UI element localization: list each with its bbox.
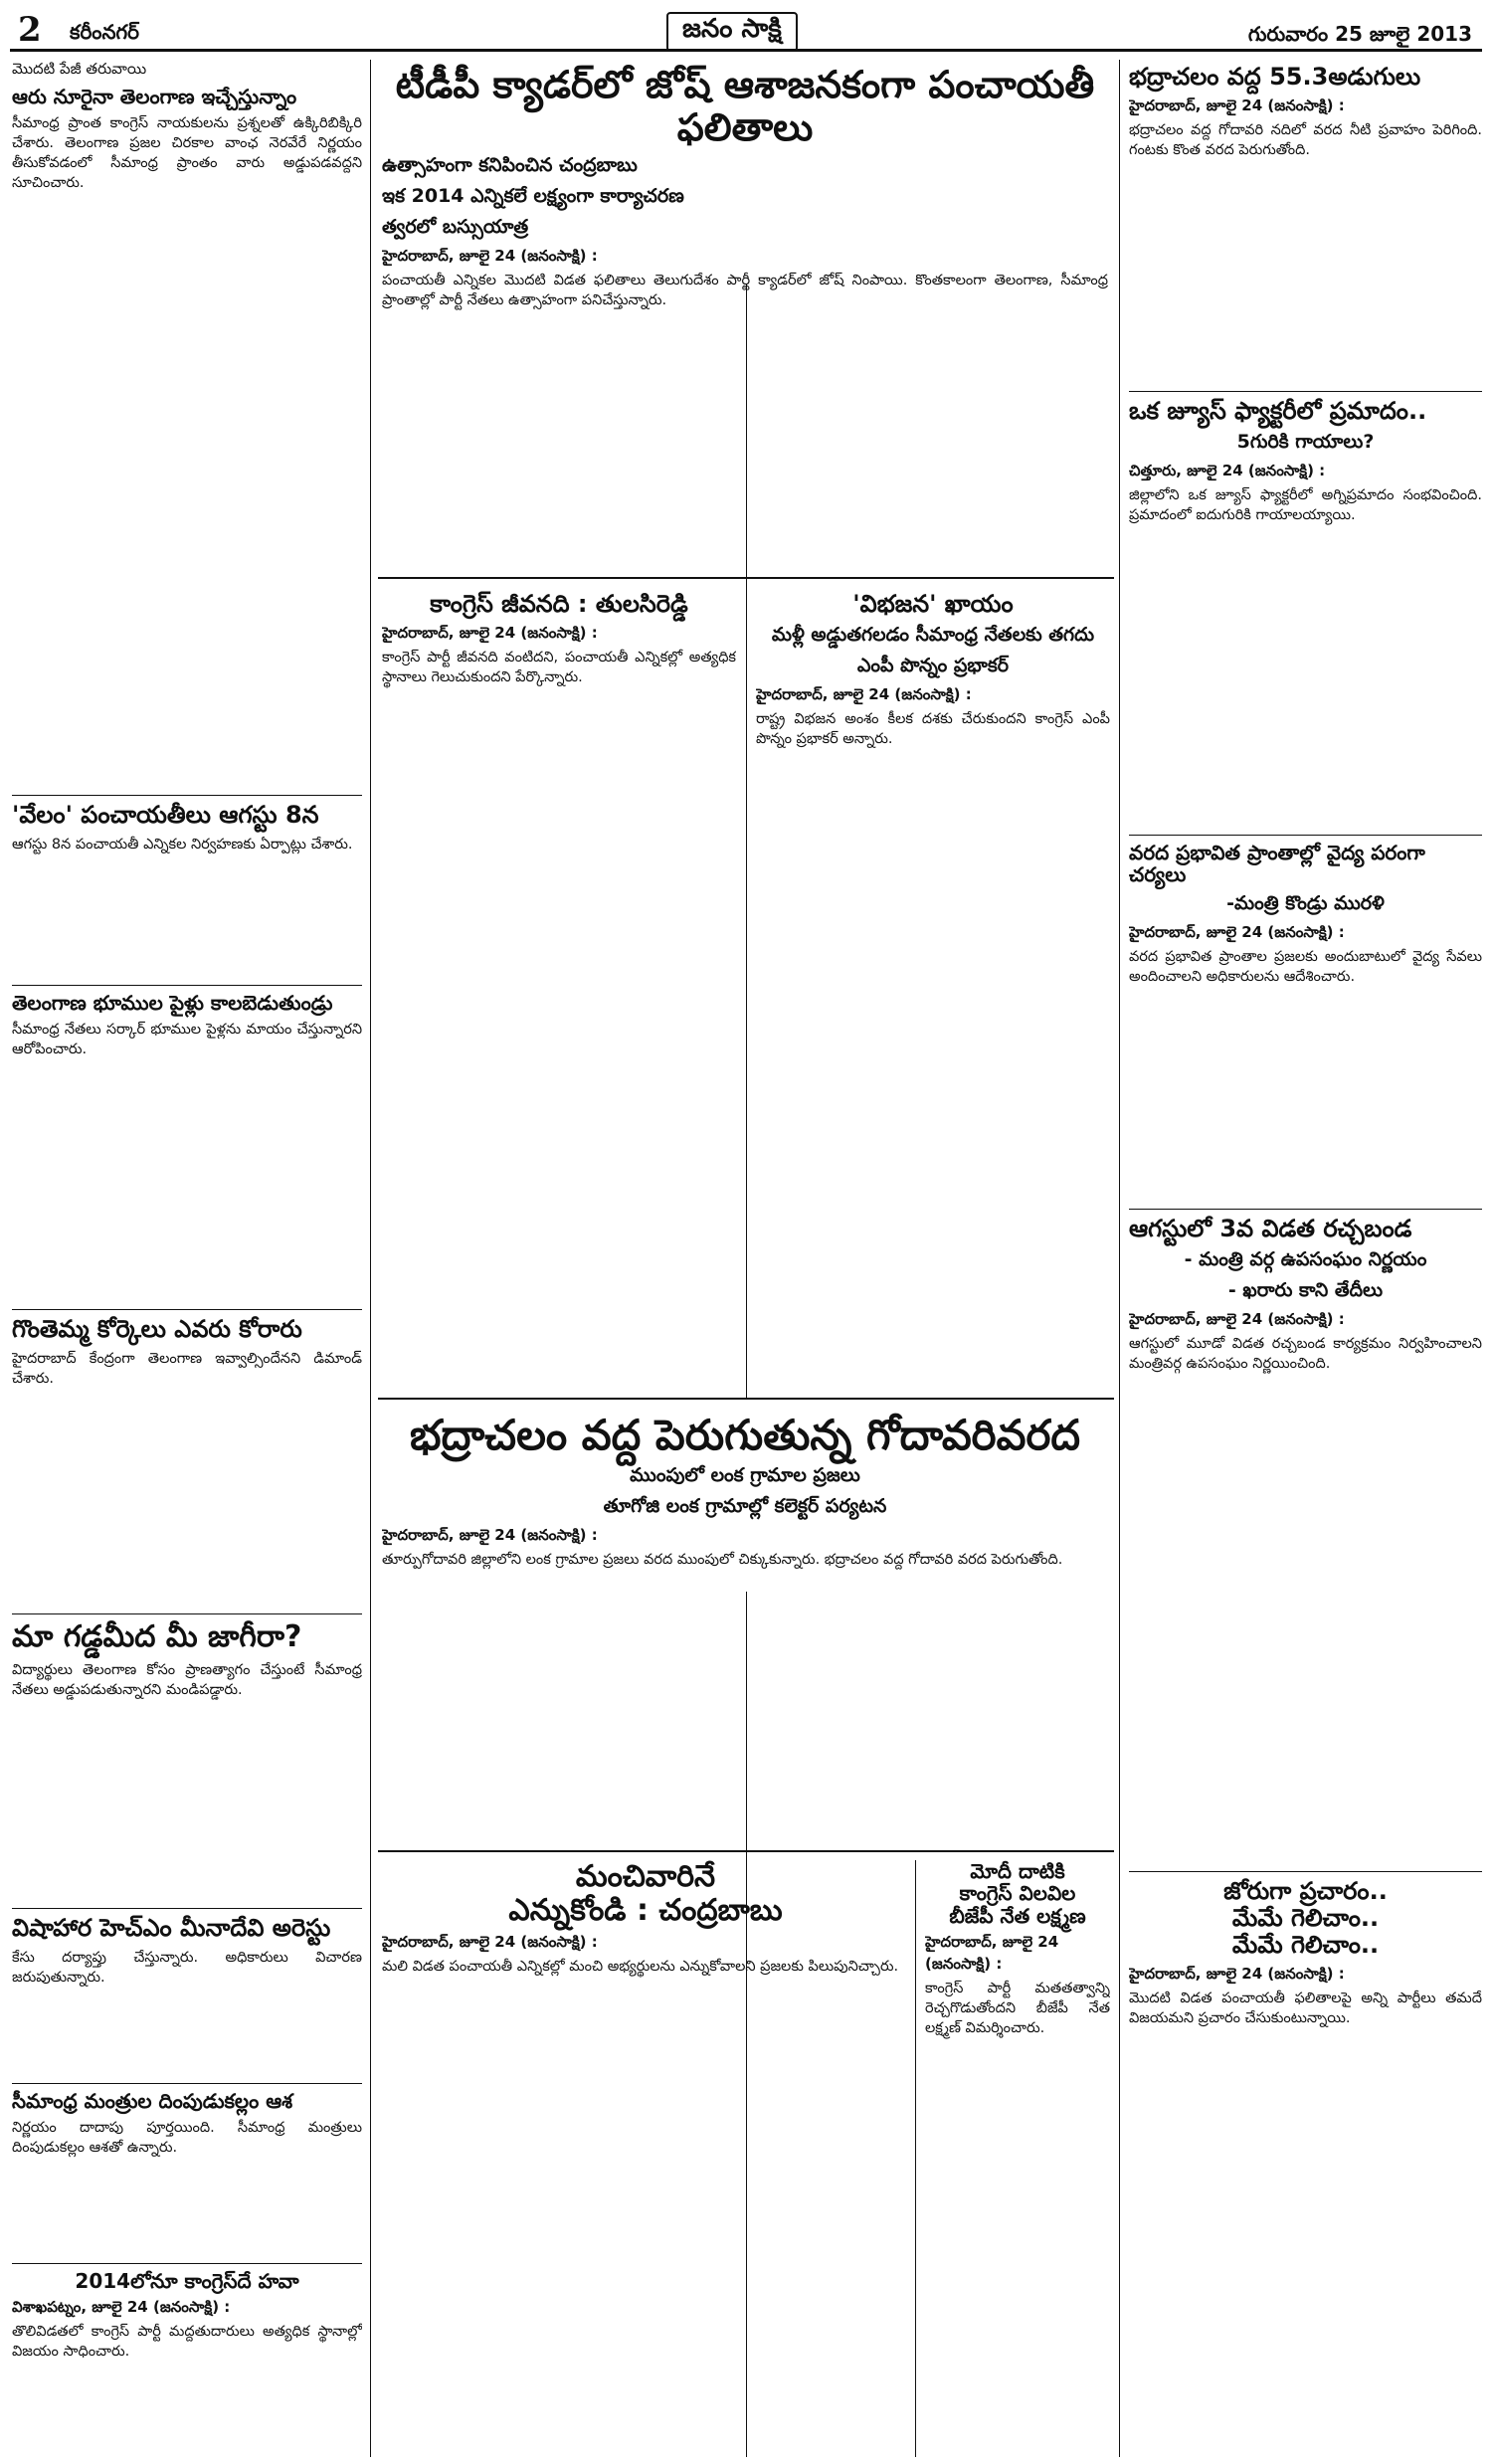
story-modi bbox=[925, 1860, 1110, 2457]
headline: 'విభజన' ఖాయం bbox=[852, 590, 1014, 618]
headline: భద్రాచలం వద్ద 55.3అడుగులు bbox=[1129, 63, 1421, 91]
article-body: కేసు దర్యాప్తు చేస్తున్నారు. అధికారులు విచారణ జరుపుతున్నారు. bbox=[12, 1949, 362, 1986]
page-number: 2 bbox=[18, 10, 42, 50]
article-body: మలి విడత పంచాయతీ ఎన్నికల్లో మంచి అభ్యర్థులను ఎన్నుకోవాలని ప్రజలకు పిలుపునిచ్చారు. bbox=[382, 1959, 899, 1976]
headline: ఆరు నూరైనా తెలంగాణ ఇచ్చేస్తున్నాం bbox=[12, 85, 297, 108]
story-campaign bbox=[1129, 1878, 1482, 2028]
headline: మేమే గెలిచాం.. bbox=[1231, 1930, 1380, 1959]
headline: మోదీ దాటికి bbox=[970, 1860, 1065, 1883]
subhead: ఎంపీ పొన్నం ప్రభాకర్ bbox=[856, 654, 1010, 676]
story-bhadrachalam bbox=[1129, 64, 1482, 392]
headline: మేమే గెలిచాం.. bbox=[1231, 1903, 1380, 1932]
headline: 2014లోనూ కాంగ్రెస్‌దే హవా bbox=[75, 2269, 299, 2293]
article-body: ఆగస్టులో మూడో విడత రచ్చబండ కార్యక్రమం నిర్వహించాలని మంత్రివర్గ ఉపసంఘం నిర్ణయించింది. bbox=[1129, 1335, 1482, 1372]
headline: బీజేపీ నేత లక్ష్మణ bbox=[949, 1903, 1086, 1928]
headline: ఆగస్టులో 3వ విడత రచ్చబండ bbox=[1129, 1215, 1412, 1242]
article-body: ఆగస్టు 8న పంచాయతీ ఎన్నికల నిర్వహణకు ఏర్పాట్లు చేశారు. bbox=[12, 836, 353, 853]
subhead: ముంపులో లంక గ్రామాల ప్రజలు bbox=[630, 1464, 860, 1487]
paper-logo: జనం సాక్షి bbox=[666, 12, 798, 52]
article-body: హైదరాబాద్ కేంద్రంగా తెలంగాణ ఇవ్వాల్సిందేనని డిమాండ్ చేశారు. bbox=[12, 1350, 362, 1387]
column-4 bbox=[1129, 60, 1482, 2457]
subhead: తూగోజి లంక గ్రామాల్లో కలెక్టర్ పర్యటన bbox=[603, 1495, 887, 1518]
story-medical bbox=[1129, 842, 1482, 1210]
dateline: హైదరాబాద్, జూలై 24 (జనంసాక్షి) : bbox=[382, 623, 598, 642]
headline: సీమాంధ్ర మంత్రుల దింపుడుకల్లం ఆశ bbox=[12, 2089, 293, 2113]
story-telangana bbox=[12, 60, 362, 796]
section-rule bbox=[378, 1398, 1114, 1400]
dateline: హైదరాబాద్, జూలై 24 (జనంసాక్షి) : bbox=[1129, 922, 1345, 941]
headline: 'వేలం' పంచాయతీలు ఆగస్టు 8న bbox=[12, 801, 319, 829]
dateline: విశాఖపట్నం, జూలై 24 (జనంసాక్షి) : bbox=[12, 2298, 231, 2317]
godavari-story bbox=[382, 1408, 1108, 1845]
section-rule bbox=[378, 577, 1114, 579]
column-3 bbox=[756, 587, 1110, 1383]
column-rule bbox=[915, 1860, 916, 2457]
column-rule bbox=[1119, 60, 1120, 2457]
story-demands bbox=[12, 1316, 362, 1614]
headline: విషాహార హెచ్‌ఎం మీనాదేవి అరెస్టు bbox=[12, 1914, 331, 1942]
story-auction bbox=[12, 802, 362, 986]
headline: ఒక జ్యూస్ ఫ్యాక్టరీలో ప్రమాదం.. bbox=[1129, 397, 1427, 425]
issue-date: గురువారం 25 జూలై 2013 bbox=[1247, 22, 1472, 46]
subhead: 5గురికి గాయాలు? bbox=[1236, 430, 1375, 453]
column-1 bbox=[12, 60, 362, 2457]
headline: గొంతెమ్మ కోర్కెలు ఎవరు కోరారు bbox=[12, 1315, 302, 1343]
dateline: హైదరాబాద్, జూలై 24 (జనంసాక్షి) : bbox=[1129, 1309, 1345, 1328]
story-arrest bbox=[12, 1915, 362, 2084]
story-ministers bbox=[12, 2090, 362, 2264]
subhead: మళ్లీ అడ్డుతగలడం సీమాంధ్ర నేతలకు తగదు bbox=[771, 623, 1095, 646]
dateline: హైదరాబాద్, జూలై 24 (జనంసాక్షి) : bbox=[925, 1933, 1059, 1974]
article-body: తూర్పుగోదావరి జిల్లాలోని లంక గ్రామాల ప్రజలు వరద ముంపులో చిక్కుకున్నారు. భద్రాచలం వద్ద గోదావరి వరద పెరుగుతోంది. bbox=[382, 1552, 1063, 1569]
article-body: కాంగ్రెస్ పార్టీ మతతత్వాన్ని రెచ్చగొడుతోందని బీజేపీ నేత లక్ష్మణ్ విమర్శించారు. bbox=[925, 1981, 1110, 2037]
article-body: కాంగ్రెస్ పార్టీ జీవనది వంటిదని, పంచాయతీ ఎన్నికల్లో అత్యధిక స్థానాలు గెలుచుకుందని పేర్కొన్నారు. bbox=[382, 649, 736, 685]
dateline: హైదరాబాద్, జూలై 24 (జనంసాక్షి) : bbox=[382, 247, 598, 266]
lead-story bbox=[382, 60, 1108, 572]
dateline: హైదరాబాద్, జూలై 24 (జనంసాక్షి) : bbox=[756, 684, 972, 703]
article-body: సీమాంధ్ర నేతలు సర్కార్ భూముల పైళ్లను మాయం చేస్తున్నారని ఆరోపించారు. bbox=[12, 1022, 362, 1058]
lead-subhead: త్వరలో బస్సుయాత్ర bbox=[382, 216, 529, 239]
lead-headline: టీడీపీ క్యాడర్‌లో జోష్ ఆశాజనకంగా పంచాయతీ ఫలితాలు bbox=[395, 63, 1095, 149]
article-body: రాష్ట్ర విభజన అంశం కీలక దశకు చేరుకుందని కాంగ్రెస్ ఎంపీ పొన్నం ప్రభాకర్ అన్నారు. bbox=[756, 710, 1110, 747]
article-body: పంచాయతీ ఎన్నికల మొదటి విడత ఫలితాలు తెలుగుదేశం పార్టీ క్యాడర్‌లో జోష్ నింపాయి. కొంతకాలంగా తెలంగాణ, సీమాంధ్ర ప్రాంతాల్లో పార్టీ నేతలు ఉత్సాహంగా పనిచేస్తున్నారు. bbox=[382, 273, 1108, 309]
column-rule bbox=[370, 60, 371, 2457]
dateline: హైదరాబాద్, జూలై 24 (జనంసాక్షి) : bbox=[1129, 95, 1345, 114]
headline: జోరుగా ప్రచారం.. bbox=[1223, 1877, 1388, 1905]
headline: మా గడ్డమీద మీ జాగీరా? bbox=[12, 1619, 302, 1654]
subhead: - ఖరారు కాని తేదీలు bbox=[1227, 1278, 1384, 1301]
article-body: వరద ప్రభావిత ప్రాంతాల ప్రజలకు అందుబాటులో వైద్య సేవలు అందించాలని అధికారులను ఆదేశించారు. bbox=[1129, 948, 1482, 985]
edition-city: కరీంనగర్ bbox=[70, 20, 139, 44]
headline: కాంగ్రెస్ విలవిల bbox=[959, 1881, 1076, 1906]
lead-subhead: ఇక 2014 ఎన్నికలే లక్ష్యంగా కార్యాచరణ bbox=[382, 185, 684, 208]
subhead: -మంత్రి కొండ్రు మురళి bbox=[1226, 891, 1385, 914]
headline: కాంగ్రెస్ జీవనది : తులసిరెడ్డి bbox=[430, 590, 688, 618]
column-2 bbox=[382, 587, 736, 1383]
dateline: హైదరాబాద్, జూలై 24 (జనంసాక్షి) : bbox=[382, 1933, 598, 1952]
article-body: మొదటి విడత పంచాయతీ ఫలితాలపై అన్ని పార్టీలు తమదే విజయమని ప్రచారం చేసుకుంటున్నాయి. bbox=[1129, 1990, 1482, 2026]
masthead bbox=[10, 8, 1482, 52]
headline: వరద ప్రభావిత ప్రాంతాల్లో వైద్య పరంగా చర్యలు bbox=[1129, 841, 1425, 887]
godavari-headline: భద్రాచలం వద్ద పెరుగుతున్న గోదావరివరద bbox=[409, 1411, 1081, 1459]
lead-subhead: ఉత్సాహంగా కనిపించిన చంద్రబాబు bbox=[382, 154, 638, 177]
article-body: నిర్ణయం దాదాపు పూర్తయింది. సీమాంధ్ర మంత్రులు దింపుడుకల్లం ఆశతో ఉన్నారు. bbox=[12, 2120, 362, 2157]
headline: మంచివారినే bbox=[575, 1860, 716, 1894]
headline: ఎన్నుకోండి : చంద్రబాబు bbox=[508, 1892, 783, 1928]
story-chandrababu bbox=[382, 1860, 909, 2457]
kicker: మొదటి పేజీ తరువాయి bbox=[12, 60, 147, 78]
dateline: చిత్తూరు, జూలై 24 (జనంసాక్షి) : bbox=[1129, 461, 1326, 479]
story-rachabanda bbox=[1129, 1216, 1482, 1872]
article-body: తొలివిడతలో కాంగ్రెస్ పార్టీ మద్దతుదారులు అత్యధిక స్థానాల్లో విజయం సాధించారు. bbox=[12, 2324, 362, 2361]
article-body: భద్రాచలం వద్ద గోదావరి నదిలో వరద నీటి ప్రవాహం పెరిగింది. గంటకు కొంత వరద పెరుగుతోంది. bbox=[1129, 121, 1482, 158]
dateline: హైదరాబాద్, జూలై 24 (జనంసాక్షి) : bbox=[1129, 1964, 1345, 1983]
dateline: హైదరాబాద్, జూలై 24 (జనంసాక్షి) : bbox=[382, 1526, 598, 1545]
headline: తెలంగాణ భూముల పైళ్లు కాలబెడుతుండ్రు bbox=[12, 991, 333, 1015]
story-jagir bbox=[12, 1620, 362, 1909]
article-body: జిల్లాలోని ఒక జ్యూస్ ఫ్యాక్టరీలో అగ్నిప్రమాదం సంభవించింది. ప్రమాదంలో ఐదుగురికి గాయాలయ్యాయి. bbox=[1129, 486, 1482, 523]
story-juice-factory bbox=[1129, 398, 1482, 836]
section-rule bbox=[378, 1850, 1114, 1852]
story-land-files bbox=[12, 992, 362, 1310]
story-congress-2014 bbox=[12, 2270, 362, 2362]
article-body: సీమాంధ్ర ప్రాంత కాంగ్రెస్ నాయకులను ప్రశ్నలతో ఉక్కిరిబిక్కిరి చేశారు. తెలంగాణ ప్రజల చిరకాల వాంఛ నెరవేరే నిర్ణయం తీసుకోవడంలో సీమాంధ్ర ప్రాంతం వారు అడ్డుపడవద్దని సూచించారు. bbox=[12, 115, 362, 192]
subhead: - మంత్రి వర్గ ఉపసంఘం నిర్ణయం bbox=[1184, 1247, 1427, 1270]
article-body: విద్యార్థులు తెలంగాణ కోసం ప్రాణత్యాగం చేస్తుంటే సీమాంధ్ర నేతలు అడ్డుపడుతున్నారని మండిపడ్డారు. bbox=[12, 1661, 362, 1698]
